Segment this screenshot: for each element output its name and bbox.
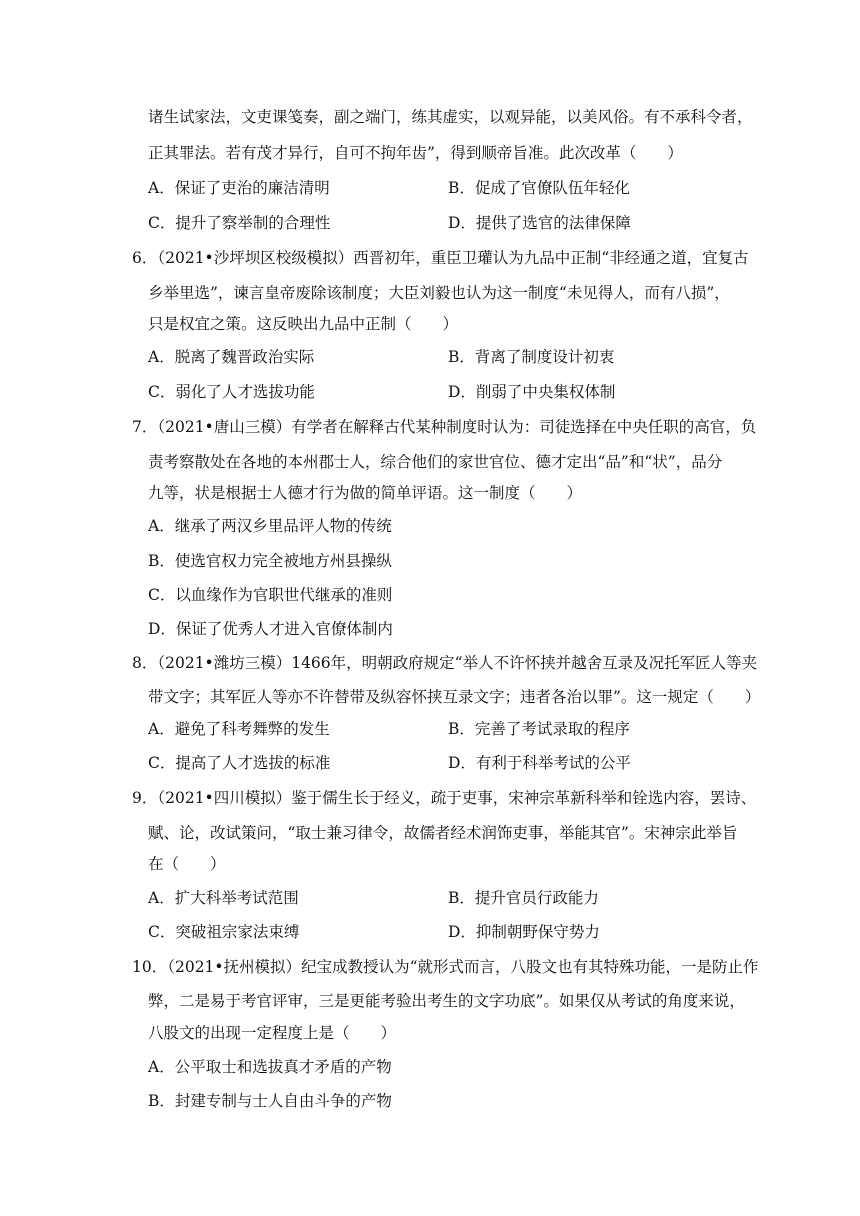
q8-text-line-1: 8．（2021•潍坊三模）1466年，明朝政府规定“举人不许怀挟并越舍互录及况托军匠人等夹: [132, 654, 758, 672]
q6-option-a[interactable]: A．脱离了魏晋政治实际: [148, 348, 315, 366]
q8-option-d[interactable]: D．有利于科举考试的公平: [448, 754, 631, 772]
q7-option-d[interactable]: D．保证了优秀人才进入官僚体制内: [148, 620, 393, 638]
q7-text-line-3: 九等，状是根据士人德才行为做的简单评语。这一制度（ ）: [148, 484, 583, 502]
q9-text-line-3: 在（ ）: [148, 855, 226, 873]
q9-option-b[interactable]: B．提升官员行政能力: [448, 889, 599, 907]
q8-text-line-2: 带文字；其军匠人等亦不许替带及纵容怀挟互录文字；违者各治以罪”。这一规定（ ）: [148, 688, 761, 706]
q7-text-line-2: 责考察散处在各地的本州郡士人，综合他们的家世官位、德才定出“品”和“状”，品分: [148, 453, 723, 471]
q10-text-line-1: 10．（2021•抚州模拟）纪宝成教授认为“就形式而言，八股文也有其特殊功能，一是防止作: [132, 958, 759, 976]
q10-option-a[interactable]: A．公平取士和选拔真才矛盾的产物: [148, 1058, 392, 1076]
q6-text-line-2: 乡举里选”，谏言皇帝废除该制度；大臣刘毅也认为这一制度“未见得人，而有八损”，: [148, 284, 730, 302]
q5-option-a[interactable]: A．保证了吏治的廉洁清明: [148, 179, 330, 197]
q10-text-line-2: 弊，二是易于考官评审，三是更能考验出考生的文字功底”。如果仅从考试的角度来说，: [148, 992, 745, 1010]
q7-option-b[interactable]: B．使选官权力完全被地方州县操纵: [148, 552, 392, 570]
q9-option-d[interactable]: D．抑制朝野保守势力: [448, 923, 600, 941]
q6-text-line-1: 6．（2021•沙坪坝区校级模拟）西晋初年，重臣卫瓘认为九品中正制“非经通之道，宜复古: [132, 249, 749, 267]
q7-text-line-1: 7．（2021•唐山三模）有学者在解释古代某种制度时认为：司徒选择在中央任职的高官，负: [132, 418, 757, 436]
q5-text-line-1: 诸生试家法，文吏课笺奏，副之端门，练其虚实，以观异能，以美风俗。有不承科令者，: [148, 108, 753, 126]
q9-text-line-2: 赋、论，改试策问，“取士兼习律令，故儒者经术润饰吏事，举能其官”。宋神宗此举旨: [148, 824, 738, 842]
q5-option-c[interactable]: C．提升了察举制的合理性: [148, 214, 331, 232]
q5-text-line-2: 正其罪法。若有茂才异行，自可不拘年齿”，得到顺帝旨准。此次改革（ ）: [148, 144, 683, 162]
q9-option-a[interactable]: A．扩大科举考试范围: [148, 889, 299, 907]
q7-option-a[interactable]: A．继承了两汉乡里品评人物的传统: [148, 517, 392, 535]
q8-option-c[interactable]: C．提高了人才选拔的标准: [148, 754, 331, 772]
q8-option-b[interactable]: B．完善了考试录取的程序: [448, 720, 630, 738]
q5-option-d[interactable]: D．提供了选官的法律保障: [448, 214, 631, 232]
q7-option-c[interactable]: C．以血缘作为官职世代继承的准则: [148, 586, 393, 604]
q6-option-c[interactable]: C．弱化了人才选拔功能: [148, 383, 315, 401]
q6-text-line-3: 只是权宜之策。这反映出九品中正制（ ）: [148, 315, 459, 333]
q9-option-c[interactable]: C．突破祖宗家法束缚: [148, 923, 300, 941]
q9-text-line-1: 9．（2021•四川模拟）鉴于儒生长于经义，疏于吏事，宋神宗革新科举和铨选内容，罢诗、: [132, 789, 757, 807]
q6-option-b[interactable]: B．背离了制度设计初衷: [448, 348, 615, 366]
q10-option-b[interactable]: B．封建专制与士人自由斗争的产物: [148, 1092, 392, 1110]
q10-text-line-3: 八股文的出现一定程度上是（ ）: [148, 1024, 397, 1042]
q6-option-d[interactable]: D．削弱了中央集权体制: [448, 383, 616, 401]
q8-option-a[interactable]: A．避免了科考舞弊的发生: [148, 720, 330, 738]
q5-option-b[interactable]: B．促成了官僚队伍年轻化: [448, 179, 630, 197]
